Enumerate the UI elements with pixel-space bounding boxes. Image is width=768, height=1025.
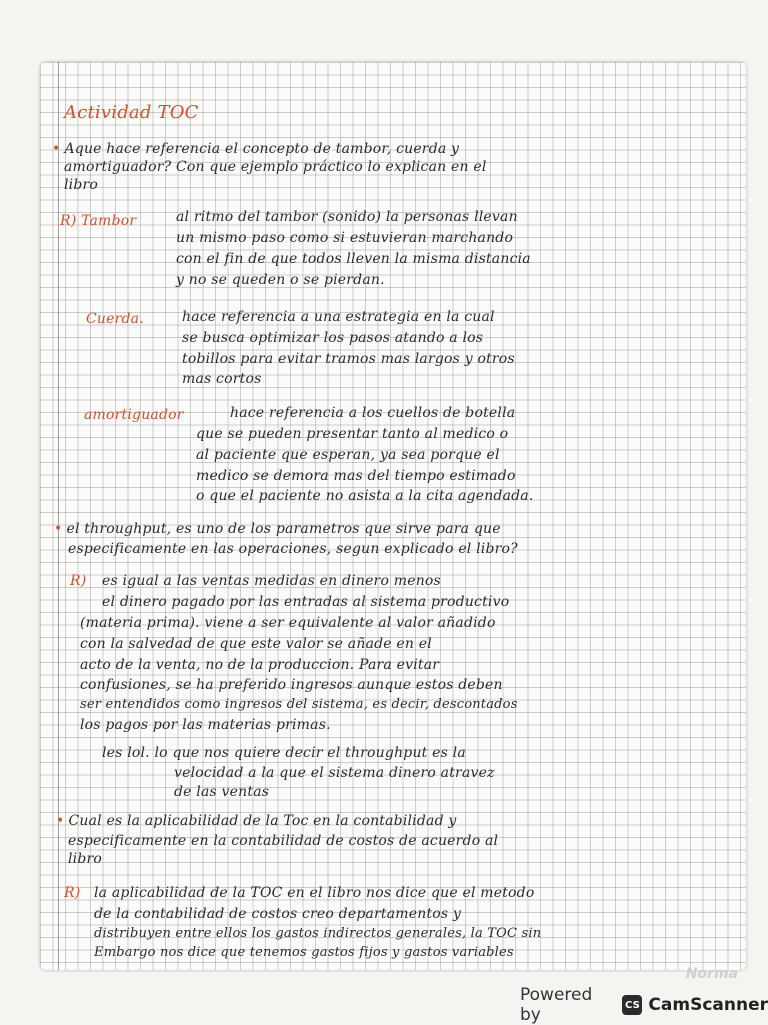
cuerda-line-2: se busca optimizar los pasos atando a los <box>182 330 484 346</box>
tambor-line-4: y no se queden o se pierdan. <box>176 272 385 288</box>
tambor-line-1: al ritmo del tambor (sonido) la personas llevan <box>176 209 518 225</box>
amortiguador-line-2: que se pueden presentar tanto al medico o <box>196 426 509 442</box>
answer-3-line-1: la aplicabilidad de la TOC en el libro nos dice que el metodo <box>94 885 535 901</box>
answer-2-line-4: con la salvedad de que este valor se añade en el <box>80 636 432 652</box>
answer-2-line-7: ser entendidos como ingresos del sistema, es decir, descontados <box>80 697 518 712</box>
amortiguador-line-5: o que el paciente no asista a la cita agendada. <box>196 488 534 504</box>
answer-2-line-5: acto de la venta, no de la produccion. Para evitar <box>80 657 440 673</box>
answer-3-line-4: Embargo nos dice que tenemos gastos fijos y gastos variables <box>94 945 514 960</box>
answer-3-label: R) <box>64 885 81 901</box>
answer-2-line-6: confusiones, se ha preferido ingresos aunque estos deben <box>80 677 503 693</box>
camscanner-badge <box>622 995 768 1015</box>
answer-2b-line-3: de las ventas <box>174 784 270 800</box>
amortiguador-line-1: hace referencia a los cuellos de botella <box>230 405 516 421</box>
answer-2-line-8: los pagos por las materias primas. <box>80 717 331 733</box>
answer-2b-line-1: les lol. lo que nos quiere decir el throughput es la <box>102 745 466 761</box>
question-2-line-2: especificamente en las operaciones, segun explicado el libro? <box>68 541 518 557</box>
tambor-line-2: un mismo paso como si estuvieran marchando <box>176 230 514 246</box>
camscanner-icon: CS <box>622 995 642 1015</box>
question-1-line-2: amortiguador? Con que ejemplo práctico lo explican en el <box>64 159 487 175</box>
question-1-line-1: • Aque hace referencia el concepto de tambor, cuerda y <box>52 140 732 158</box>
answer-2-label: R) <box>70 573 87 589</box>
answer-2-line-3: (materia prima). viene a ser equivalente al valor añadido <box>80 615 496 631</box>
camscanner-footer <box>520 985 768 1025</box>
question-3-line-2: especificamente en la contabilidad de costos de acuerdo al <box>68 833 499 849</box>
answer-2-line-1: es igual a las ventas medidas en dinero menos <box>102 573 441 589</box>
camscanner-label: CamScanner <box>648 995 768 1015</box>
question-3-line-3: libro <box>68 851 103 867</box>
answer-2-line-2: el dinero pagado por las entradas al sistema productivo <box>102 594 510 610</box>
page-title: Actividad TOC <box>64 102 199 123</box>
amortiguador-line-4: medico se demora mas del tiempo estimado <box>196 468 516 484</box>
cuerda-line-4: mas cortos <box>182 371 262 387</box>
answer-3-line-2: de la contabilidad de costos creo departamentos y <box>94 906 462 922</box>
powered-by-label: Powered by <box>520 985 593 1025</box>
cuerda-line-3: tobillos para evitar tramos mas largos y otros <box>182 351 515 367</box>
tambor-label: R) Tambor <box>60 213 137 229</box>
tambor-line-3: con el fin de que todos lleven la misma distancia <box>176 251 531 267</box>
margin-line <box>58 62 59 970</box>
question-1-line-3: libro <box>64 177 99 193</box>
notebook-brand-logo: Norma <box>685 966 738 982</box>
answer-3-line-3: distribuyen entre ellos los gastos indirectos generales, la TOC sin <box>94 926 542 941</box>
cuerda-line-1: hace referencia a una estrategia en la cual <box>182 309 495 325</box>
amortiguador-line-3: al paciente que esperan, ya sea porque el <box>196 447 500 463</box>
amortiguador-label: amortiguador <box>84 407 184 423</box>
cuerda-label: Cuerda. <box>86 311 144 327</box>
question-3-line-1: • Cual es la aplicabilidad de la Toc en la contabilidad y <box>56 812 736 830</box>
answer-2b-line-2: velocidad a la que el sistema dinero atravez <box>174 765 495 781</box>
question-2-line-1: • el throughput, es uno de los parametros que sirve para que <box>54 520 734 538</box>
